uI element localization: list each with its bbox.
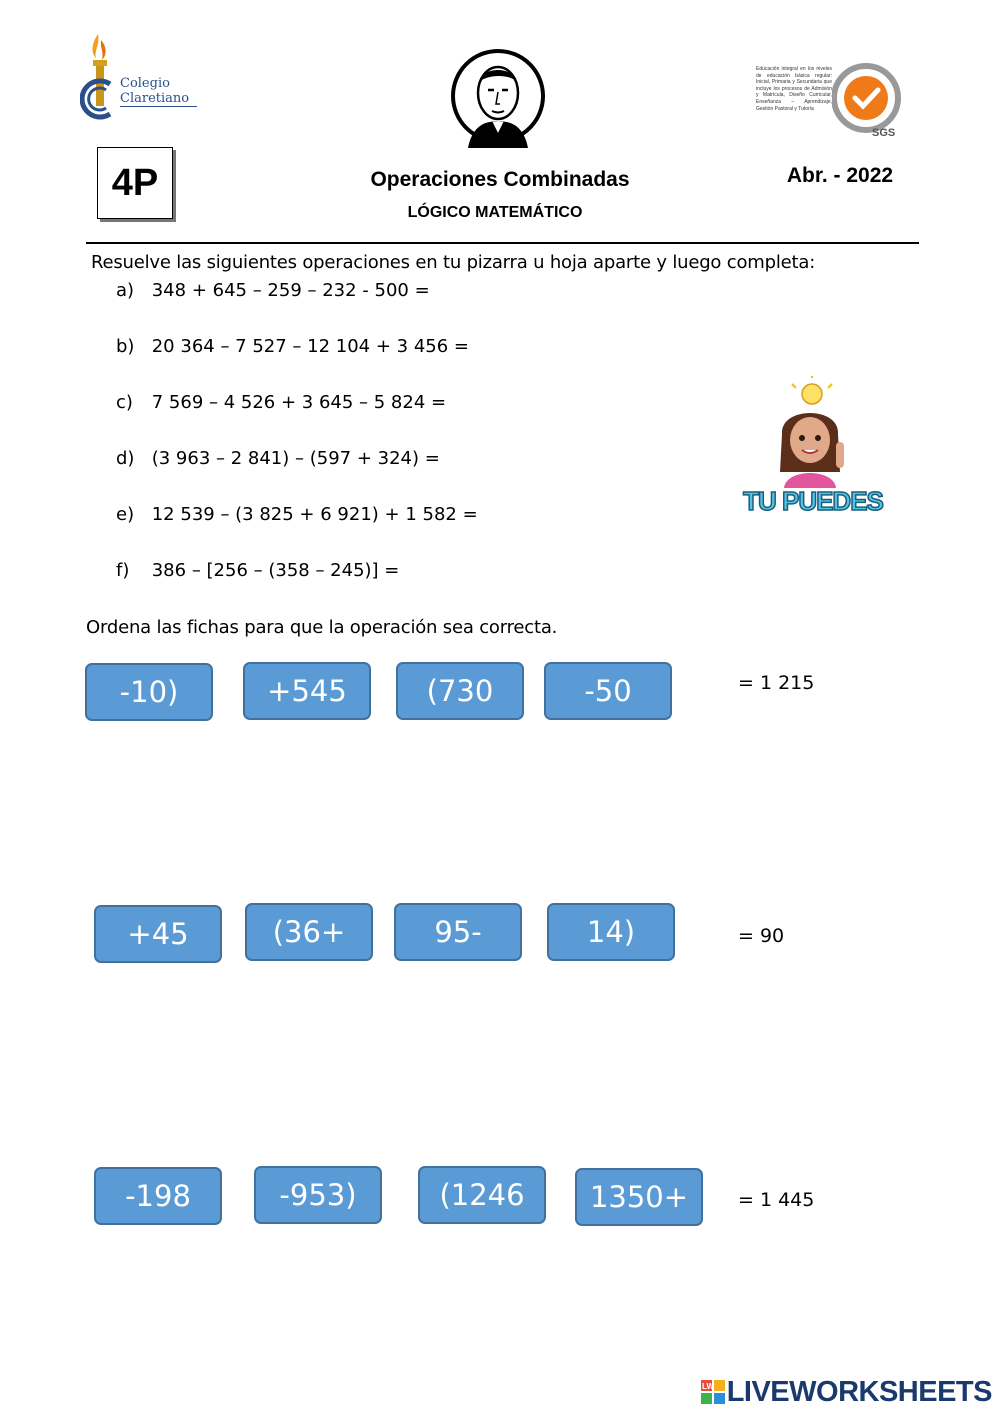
exercise-label: c) (116, 392, 133, 413)
school-logo (80, 32, 210, 122)
number-tile[interactable]: -10) (85, 663, 213, 721)
mascot-illustration (736, 376, 886, 526)
founder-portrait (448, 48, 548, 153)
number-tile[interactable]: 95- (394, 903, 522, 961)
exercise-expression: 386 – [256 – (358 – 245)] = (151, 560, 400, 581)
section1-instruction: Resuelve las siguientes operaciones en tu pizarra u hoja aparte y luego completa: (91, 252, 816, 273)
exercise-c (116, 392, 446, 413)
torch-icon (80, 32, 120, 122)
page-title: Operaciones Combinadas (370, 168, 630, 191)
page-subtitle: LÓGICO MATEMÁTICO (407, 204, 583, 221)
number-tile[interactable]: (36+ (245, 903, 373, 961)
number-tile[interactable]: 14) (547, 903, 675, 961)
liveworksheets-watermark (701, 1372, 992, 1412)
sgs-brand: SGS (872, 127, 896, 139)
number-tile[interactable]: (1246 (418, 1166, 546, 1224)
certification-block (756, 62, 906, 142)
exercise-label: e) (116, 504, 135, 525)
exercise-e (116, 504, 478, 525)
grade-badge: 4P (97, 147, 173, 219)
number-tile[interactable]: +45 (94, 905, 222, 963)
number-tile[interactable]: -50 (544, 662, 672, 720)
portrait-icon (448, 48, 548, 153)
page-date: Abr. - 2022 (786, 164, 894, 187)
exercise-expression: 12 539 – (3 825 + 6 921) + 1 582 = (151, 504, 478, 525)
exercise-b (116, 336, 469, 357)
exercise-label: f) (116, 560, 130, 581)
liveworksheets-brand: LIVEWORKSHEETS (726, 1375, 992, 1408)
target-result: = 90 (738, 925, 785, 947)
certification-text: Educación integral en los niveles de educación básica regular: Inicial, Primaria y Secundaria que incluye los procesos de Admisión y Matrícula, Diseño Curricular, Enseñanza – Aprendizaje, Gestión Pastoral y Tutoría (756, 66, 832, 112)
school-name-line2: Claretiano (120, 91, 197, 107)
exercise-label: b) (116, 336, 135, 357)
number-tile[interactable]: +545 (243, 662, 371, 720)
mascot-girl-icon (736, 376, 886, 491)
school-name (120, 76, 197, 107)
number-tile[interactable]: 1350+ (575, 1168, 703, 1226)
target-result: = 1 445 (738, 1189, 815, 1211)
target-result: = 1 215 (738, 672, 815, 694)
sgs-certification-icon (832, 62, 902, 140)
exercise-expression: 7 569 – 4 526 + 3 645 – 5 824 = (151, 392, 447, 413)
exercise-d (116, 448, 440, 469)
section2-instruction: Ordena las fichas para que la operación sea correcta. (86, 617, 558, 638)
exercise-a (116, 280, 430, 301)
exercise-f (116, 560, 399, 581)
liveworksheets-logo-icon (701, 1380, 725, 1404)
number-tile[interactable]: -953) (254, 1166, 382, 1224)
exercise-label: a) (116, 280, 135, 301)
exercise-expression: 348 + 645 – 259 – 232 - 500 = (151, 280, 430, 301)
header-divider (86, 242, 919, 244)
logo-mark: LW (701, 1382, 714, 1391)
exercise-expression: (3 963 – 2 841) – (597 + 324) = (151, 448, 440, 469)
mascot-caption: TU PUEDES (743, 486, 883, 516)
exercise-label: d) (116, 448, 135, 469)
school-name-line1: Colegio (120, 76, 170, 91)
number-tile[interactable]: -198 (94, 1167, 222, 1225)
number-tile[interactable]: (730 (396, 662, 524, 720)
exercise-expression: 20 364 – 7 527 – 12 104 + 3 456 = (151, 336, 469, 357)
